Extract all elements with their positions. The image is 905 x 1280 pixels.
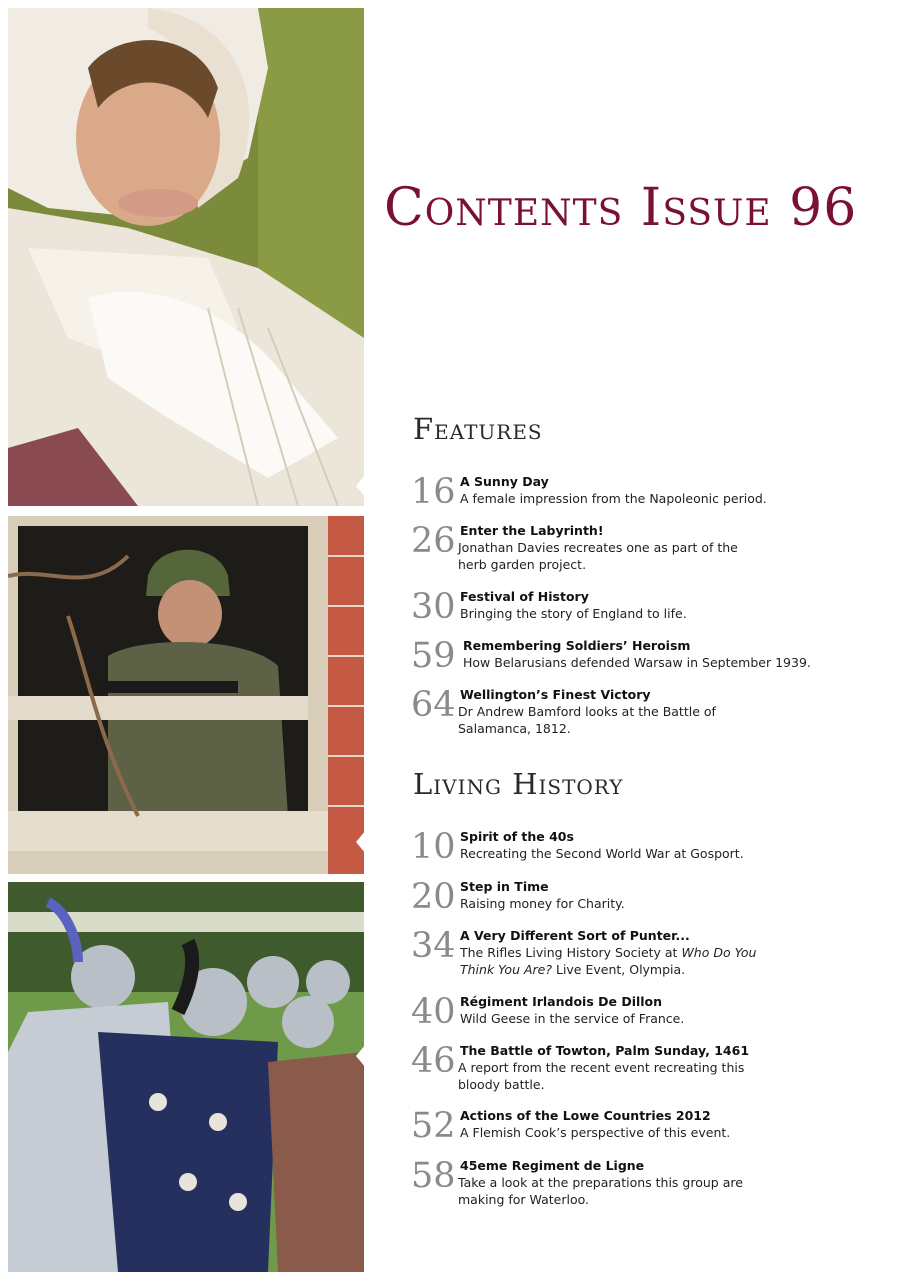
- page-number: 16: [411, 472, 456, 512]
- contents-entry[interactable]: [411, 1158, 881, 1210]
- page-number: 58: [411, 1156, 456, 1196]
- contents-entry[interactable]: [411, 523, 881, 575]
- article-title: The Battle of Towton, Palm Sunday, 1461: [460, 1043, 750, 1058]
- article-title: Wellington’s Finest Victory: [460, 687, 651, 702]
- photo-regency-woman: [8, 8, 364, 506]
- photo-notch: [356, 830, 366, 854]
- article-description: Jonathan Davies recreates one as part of the herb garden project.: [458, 540, 738, 572]
- section-heading-living-history: Living History: [413, 767, 624, 801]
- knights-illustration: [8, 882, 364, 1272]
- article-title: Régiment Irlandois De Dillon: [460, 994, 663, 1009]
- contents-entry[interactable]: [411, 589, 881, 641]
- contents-entry[interactable]: [411, 829, 881, 881]
- contents-entry[interactable]: [411, 928, 881, 980]
- description-text: The Rifles Living History Society at: [460, 945, 682, 960]
- page-title: Contents Issue 96: [384, 178, 858, 238]
- article-title: A Very Different Sort of Punter...: [460, 928, 690, 943]
- page-number: 20: [411, 877, 456, 917]
- article-description: Raising money for Charity.: [460, 896, 625, 911]
- contents-entry[interactable]: [411, 638, 881, 690]
- photo-notch: [356, 474, 366, 498]
- page-number: 34: [411, 926, 456, 966]
- article-description: Recreating the Second World War at Gosport.: [460, 846, 744, 861]
- wwii-soldier-illustration: [8, 516, 364, 874]
- article-title: A Sunny Day: [460, 474, 549, 489]
- page-number: 46: [411, 1041, 456, 1081]
- article-description: A female impression from the Napoleonic period.: [460, 491, 767, 506]
- article-description: [460, 944, 790, 978]
- photo-knights-battle: [8, 882, 364, 1272]
- contents-entry[interactable]: [411, 1043, 881, 1095]
- article-description: A report from the recent event recreating this bloody battle.: [458, 1060, 745, 1092]
- contents-entry[interactable]: [411, 879, 881, 931]
- page-number: 10: [411, 827, 456, 867]
- regency-woman-illustration: [8, 8, 364, 506]
- article-title: Step in Time: [460, 879, 549, 894]
- contents-entry[interactable]: [411, 474, 881, 526]
- contents-entry[interactable]: [411, 1108, 881, 1160]
- article-description: How Belarusians defended Warsaw in September 1939.: [463, 655, 811, 670]
- photo-wwii-soldier: [8, 516, 364, 874]
- contents-entry[interactable]: [411, 687, 881, 739]
- article-title: Actions of the Lowe Countries 2012: [460, 1108, 711, 1123]
- article-description: Dr Andrew Bamford looks at the Battle of Salamanca, 1812.: [458, 704, 716, 736]
- article-title: Enter the Labyrinth!: [460, 523, 604, 538]
- event-name: Who Do You Think You Are?: [460, 945, 757, 977]
- section-heading-features: Features: [413, 412, 543, 446]
- page-number: 40: [411, 992, 456, 1032]
- page-number: 52: [411, 1106, 456, 1146]
- article-description: Bringing the story of England to life.: [460, 606, 687, 621]
- article-title: Remembering Soldiers’ Heroism: [463, 638, 691, 653]
- article-title: Festival of History: [460, 589, 589, 604]
- contents-entry[interactable]: [411, 994, 881, 1046]
- article-title: 45eme Regiment de Ligne: [460, 1158, 645, 1173]
- page-number: 26: [411, 521, 456, 561]
- photo-notch: [356, 1044, 366, 1068]
- article-description: Take a look at the preparations this group are making for Waterloo.: [458, 1175, 743, 1207]
- article-description: A Flemish Cook’s perspective of this event.: [460, 1125, 731, 1140]
- page-number: 59: [411, 636, 456, 676]
- description-text: Live Event, Olympia.: [552, 962, 686, 977]
- article-title: Spirit of the 40s: [460, 829, 574, 844]
- article-description: Wild Geese in the service of France.: [460, 1011, 685, 1026]
- page-number: 64: [411, 685, 456, 725]
- page-number: 30: [411, 587, 456, 627]
